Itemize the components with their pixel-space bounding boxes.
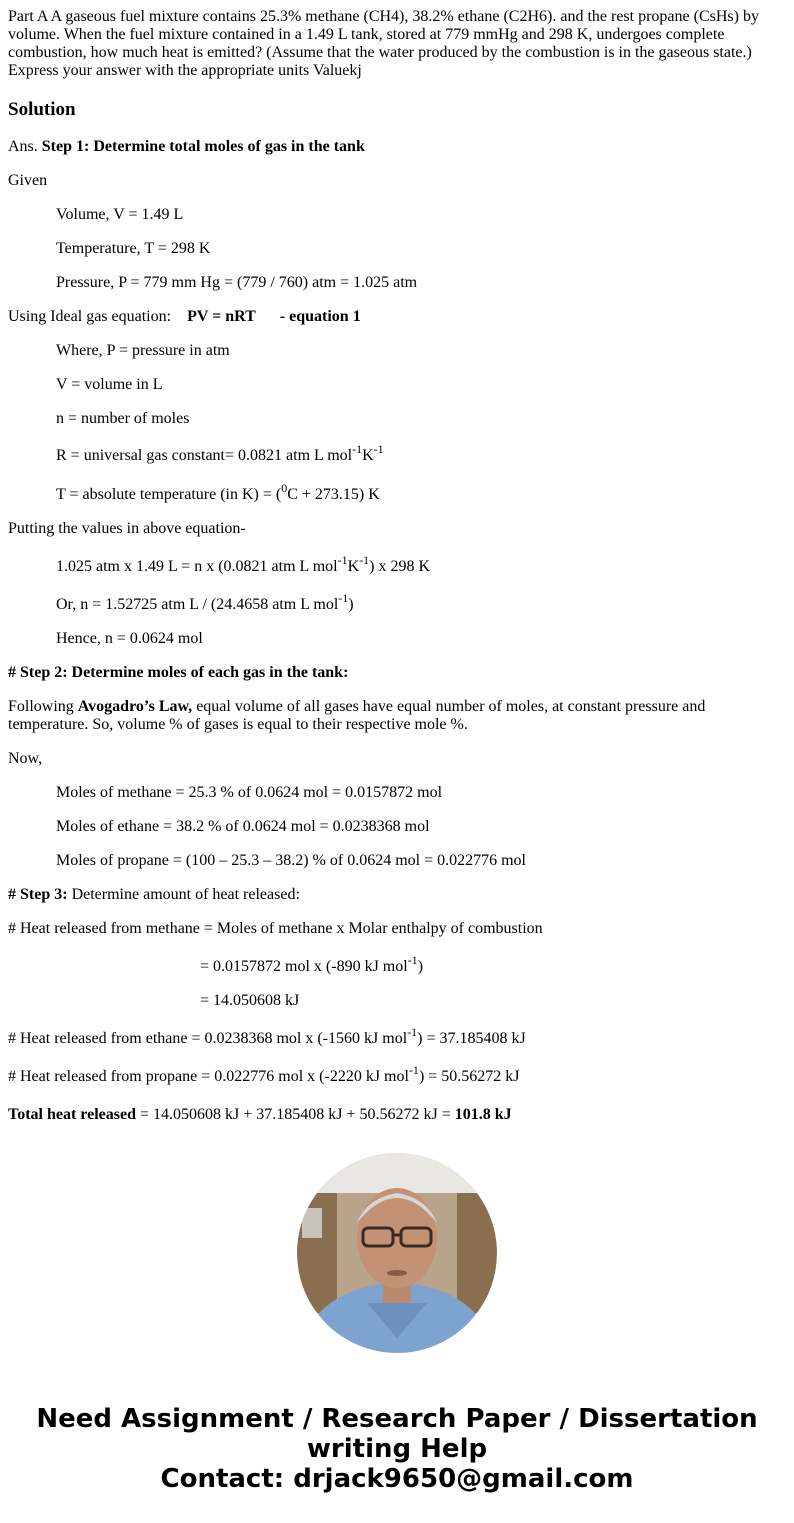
moles-propane: Moles of propane = (100 – 25.3 – 38.2) % of 0.0624 mol = 0.022776 mol bbox=[56, 852, 526, 869]
total-value: 101.8 kJ bbox=[454, 1106, 512, 1123]
calc-text: K bbox=[347, 558, 360, 575]
heat-propane-line bbox=[8, 1063, 778, 1086]
superscript: -1 bbox=[352, 442, 363, 456]
calc-text: # Heat released from propane = 0.022776 mol x (-2220 kJ mol bbox=[8, 1068, 409, 1085]
where-r bbox=[56, 442, 778, 465]
calc-text: 1.025 atm x 1.49 L = n x (0.0821 atm L mol bbox=[56, 558, 338, 575]
where-t-text-end: C + 273.15) K bbox=[287, 486, 380, 503]
heat-methane-calc bbox=[200, 953, 778, 976]
ideal-gas-prefix: Using Ideal gas equation: bbox=[8, 308, 172, 325]
step3-title-rest: Determine amount of heat released: bbox=[71, 886, 300, 903]
banner-line-2: writing Help bbox=[306, 1434, 488, 1464]
where-t-text: T = absolute temperature (in K) = ( bbox=[56, 486, 282, 503]
where-n: n = number of moles bbox=[56, 410, 190, 427]
calc-line-2 bbox=[56, 591, 778, 614]
where-v: V = volume in L bbox=[56, 376, 163, 393]
avogadro-paragraph bbox=[8, 698, 778, 734]
equation-tag: - equation 1 bbox=[279, 308, 361, 325]
author-photo bbox=[297, 1153, 497, 1353]
where-r-text: R = universal gas constant= 0.0821 atm L mol bbox=[56, 447, 353, 464]
calc-text: # Heat released from ethane = 0.0238368 mol x (-1560 kJ mol bbox=[8, 1030, 408, 1047]
given-pressure: Pressure, P = 779 mm Hg = (779 / 760) atm = 1.025 atm bbox=[56, 274, 418, 291]
calc-text: ) x 298 K bbox=[369, 558, 431, 575]
calc-text: ) = 37.185408 kJ bbox=[417, 1030, 526, 1047]
ideal-gas-line bbox=[8, 308, 778, 326]
superscript: -1 bbox=[407, 953, 418, 967]
step2-heading bbox=[8, 664, 778, 682]
where-p: Where, P = pressure in atm bbox=[56, 342, 230, 359]
moles-ethane: Moles of ethane = 38.2 % of 0.0624 mol = 0.0238368 mol bbox=[56, 818, 430, 835]
step3-title: # Step 3: bbox=[8, 886, 68, 903]
total-label: Total heat released bbox=[8, 1106, 136, 1123]
step1-heading bbox=[8, 138, 778, 156]
superscript: 0 bbox=[281, 481, 288, 495]
heat-ethane-line bbox=[8, 1025, 778, 1048]
superscript: -1 bbox=[408, 1063, 419, 1077]
author-portrait-image bbox=[297, 1153, 497, 1353]
total-heat-line bbox=[8, 1106, 778, 1124]
given-label: Given bbox=[8, 172, 48, 189]
calc-text: Or, n = 1.52725 atm L / (24.4658 atm L mol bbox=[56, 596, 339, 613]
now-label: Now, bbox=[8, 750, 43, 767]
calc-line-1 bbox=[56, 553, 778, 576]
total-calc: = 14.050608 kJ + 37.185408 kJ + 50.56272 kJ = bbox=[140, 1106, 451, 1123]
document bbox=[8, 8, 778, 1140]
putting-line: Putting the values in above equation- bbox=[8, 520, 246, 537]
given-volume: Volume, V = 1.49 L bbox=[56, 206, 184, 223]
ideal-gas-equation: PV = nRT bbox=[187, 308, 256, 325]
step3-heading bbox=[8, 886, 778, 904]
calc-line-3: Hence, n = 0.0624 mol bbox=[56, 630, 203, 647]
heat-methane-line: # Heat released from methane = Moles of methane x Molar enthalpy of combustion bbox=[8, 920, 543, 937]
heat-methane-result: = 14.050608 kJ bbox=[200, 992, 300, 1009]
solution-heading: Solution bbox=[8, 99, 76, 120]
banner-contact: Contact: drjack9650@gmail.com bbox=[160, 1464, 634, 1494]
avogadro-law: Avogadro’s Law, bbox=[77, 698, 193, 715]
superscript: -1 bbox=[338, 591, 349, 605]
where-t bbox=[56, 481, 778, 504]
following-text: Following bbox=[8, 698, 74, 715]
superscript: -1 bbox=[373, 442, 384, 456]
superscript: -1 bbox=[359, 553, 370, 567]
superscript: -1 bbox=[407, 1025, 418, 1039]
calc-text: ) bbox=[348, 596, 354, 613]
given-temperature: Temperature, T = 298 K bbox=[56, 240, 211, 257]
ans-prefix: Ans. bbox=[8, 138, 38, 155]
step2-title: # Step 2: Determine moles of each gas in the tank: bbox=[8, 664, 349, 681]
calc-text: = 0.0157872 mol x (-890 kJ mol bbox=[200, 958, 408, 975]
contact-banner bbox=[0, 1404, 794, 1494]
calc-text: ) = 50.56272 kJ bbox=[418, 1068, 520, 1085]
where-r-k: K bbox=[362, 447, 374, 464]
step1-title: Step 1: Determine total moles of gas in the tank bbox=[41, 138, 365, 155]
moles-methane: Moles of methane = 25.3 % of 0.0624 mol = 0.0157872 mol bbox=[56, 784, 443, 801]
question-text: Part A A gaseous fuel mixture contains 25.3% methane (CH4), 38.2% ethane (C2H6). and the rest propane (CsHs) by volume. When the fuel mixture contained in a 1.49 L tank, stored at 779 mmHg and 298 K, undergoes complete combustion, how much heat is emitted? (Assume that the water produced by the combustion is in the gaseous state.) Express your answer with the appropriate units Valuekj bbox=[8, 8, 759, 79]
avogadro-text: equal volume of all gases have equal number of moles, at constant pressure and temperature. So, volume % of gases is equal to their respective mole %. bbox=[8, 698, 706, 733]
calc-text: ) bbox=[417, 958, 424, 975]
superscript: -1 bbox=[337, 553, 348, 567]
banner-line-1: Need Assignment / Research Paper / Dissertation bbox=[36, 1404, 758, 1434]
